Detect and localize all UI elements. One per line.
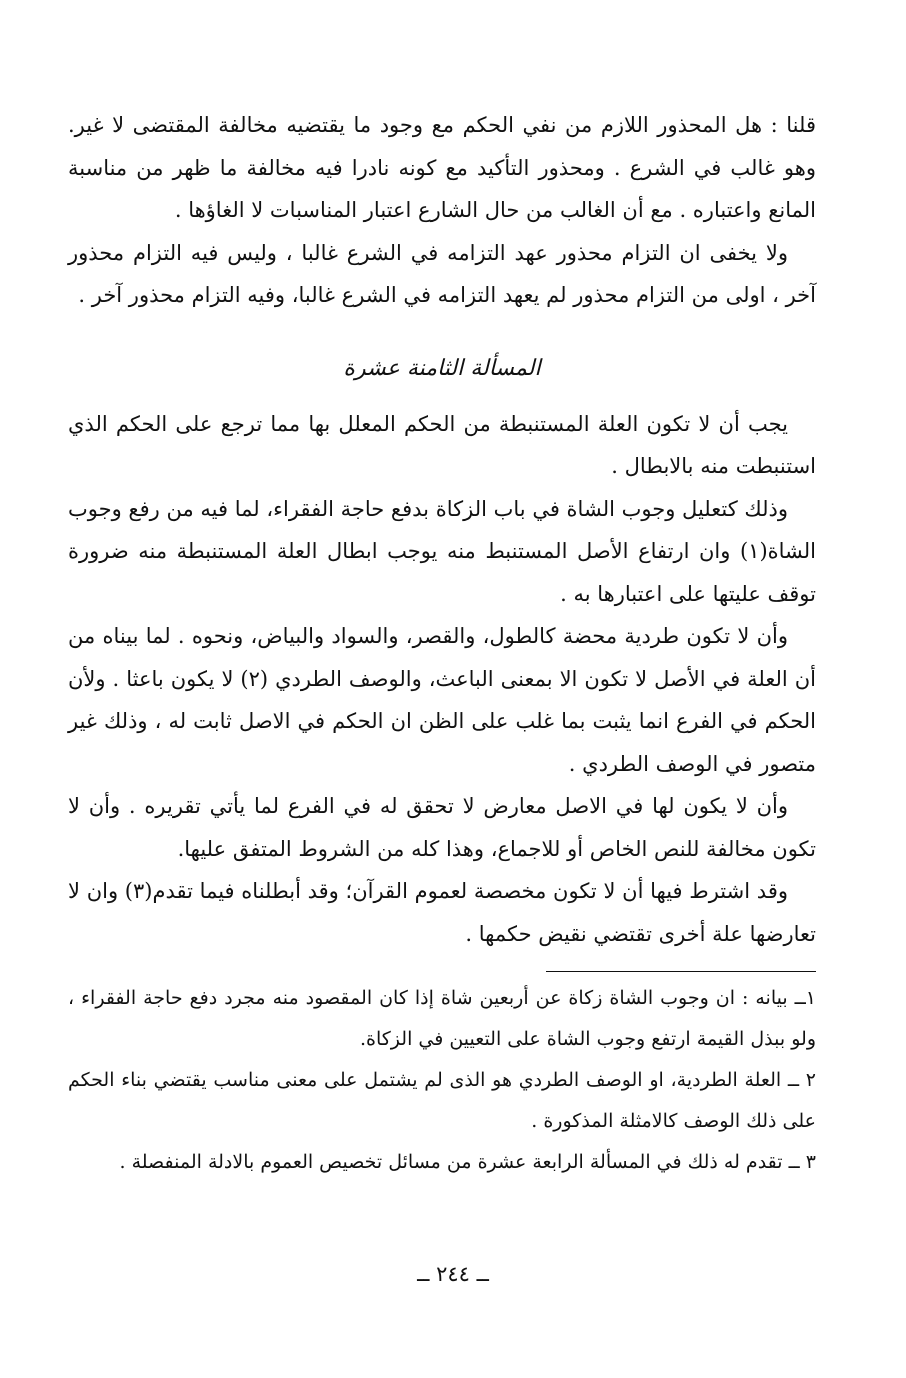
body-paragraph-3: وأن لا تكون طردية محضة كالطول، والقصر، والسواد والبياض، ونحوه . لما بيناه من أن العلة في الأصل لا تكون الا بمعنى الباعث، والوصف الطردي (٢) لا يكون باعثا . ولأن الحكم في الفرع انما يثبت بما غلب على الظن ان الحكم في الاصل ثابت له ، وذلك غير متصور في الوصف الطردي .	[68, 624, 816, 776]
page-body	[68, 104, 816, 1183]
body-paragraph-1: يجب أن لا تكون العلة المستنبطة من الحكم المعلل بها مما ترجع على الحكم الذي استنبطت منه بالابطال .	[68, 411, 816, 478]
intro-paragraph-2: ولا يخفى ان التزام محذور عهد التزامه في الشرع غالبا ، وليس فيه التزام محذور آخر ، اولى من التزام محذور لم يعهد التزامه في الشرع غالبا، وفيه التزام محذور آخر .	[68, 240, 816, 307]
footnote-2: ٢ ــ العلة الطردية، او الوصف الطردي هو الذى لم يشتمل على معنى مناسب يقتضي بناء الحكم على ذلك الوصف كالامثلة المذكورة .	[68, 1069, 816, 1132]
section-title: المسألة الثامنة عشرة	[343, 355, 541, 381]
body-paragraph-4: وأن لا يكون لها في الاصل معارض لا تحقق له في الفرع لما يأتي تقريره . وأن لا تكون مخالفة للنص الخاص أو للاجماع، وهذا كله من الشروط المتفق عليها.	[68, 794, 816, 861]
page-number: ــ ٢٤٤ ــ	[417, 1262, 489, 1286]
body-paragraph-2: وذلك كتعليل وجوب الشاة في باب الزكاة بدفع حاجة الفقراء، لما فيه من رفع وجوب الشاة(١) وان ارتفاع الأصل المستنبط منه يوجب ابطال العلة المستنبطة منه ضرورة توقف عليتها على اعتبارها به .	[68, 496, 816, 606]
footnote-divider	[546, 971, 816, 972]
footnote-3: ٣ ــ تقدم له ذلك في المسألة الرابعة عشرة من مسائل تخصيص العموم بالادلة المنفصلة .	[119, 1151, 816, 1173]
body-paragraph-5: وقد اشترط فيها أن لا تكون مخصصة لعموم القرآن؛ وقد أبطلناه فيما تقدم(٣) وان لا تعارضها علة أخرى تقتضي نقيض حكمها .	[68, 879, 816, 946]
intro-paragraph-1: قلنا : هل المحذور اللازم من نفي الحكم مع وجود ما يقتضيه مخالفة المقتضى لا غير. وهو غالب في الشرع . ومحذور التأكيد مع كونه نادرا فيه مخالفة ما ظهر من مناسبة المانع واعتباره . مع أن الغالب من حال الشارع اعتبار المناسبات لا الغاؤها .	[68, 113, 816, 222]
footnote-1: ١ــ بيانه : ان وجوب الشاة زكاة عن أربعين شاة إذا كان المقصود منه مجرد دفع حاجة الفقراء ، ولو ببذل القيمة ارتفع وجوب الشاة على التعيين في الزكاة.	[68, 987, 816, 1050]
